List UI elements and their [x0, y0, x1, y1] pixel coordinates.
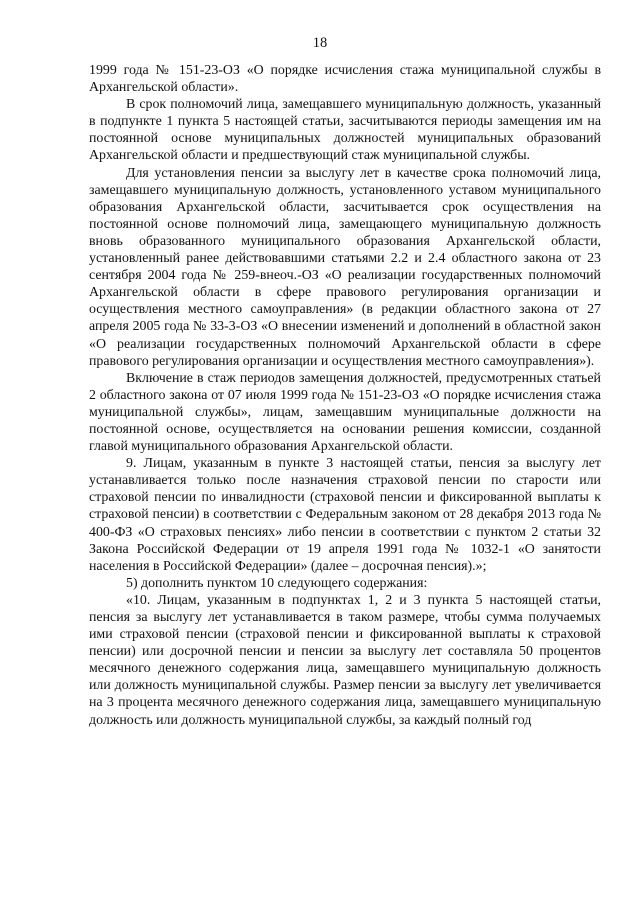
document-body [89, 62, 601, 729]
paragraph-service-term: В срок полномочий лица, замещавшего муниципальную должность, указанный в подпункте 1 пункта 5 настоящей статьи, засчитываются периоды замещения им на постоянной основе муниципальных должностей муниципальных образований Архангельской области и предшествующий стаж муниципальной службы. [89, 97, 601, 164]
paragraph-continuation: 1999 года № 151-23-ОЗ «О порядке исчисления стажа муниципальной службы в Архангельской области». [89, 63, 601, 96]
paragraph-item-9: 9. Лицам, указанным в пункте 3 настоящей статьи, пенсия за выслугу лет устанавливается только после назначения страховой пенсии по старости или страховой пенсии по инвалидности (страховой пенсии и фиксированной выплаты к страховой пенсии) в соответствии с Федеральным законом от 28 декабря 2013 года № 400-ФЗ «О страховых пенсиях» либо пенсии в соответствии с пунктом 2 статьи 32 Закона Российской Федерации от 19 апреля 1991 года № 1032-1 «О занятости населения в Российской Федерации» (далее – досрочная пенсия).»; [89, 456, 601, 574]
paragraph-pension-term: Для установления пенсии за выслугу лет в качестве срока полномочий лица, замещавшего муниципальную должность, установленного уставом муниципального образования Архангельской области, засчитывается срок осуществления на постоянной основе полномочий лица, замещающего муниципальную должность вновь образованного муниципального образования Архангельской области, установленный ранее действовавшими статьями 2.2 и 2.4 областного закона от 23 сентября 2004 года № 259-внеоч.-ОЗ «О реализации государственных полномочий Архангельской области в сфере правового регулирования организации и осуществления местного самоуправления» (в редакции областного закона от 27 апреля 2005 года № 33-3-ОЗ «О внесении изменений и дополнений в областной закон «О реализации государственных полномочий Архангельской области в сфере правового регулирования организации и осуществления местного самоуправления»). [89, 165, 601, 369]
paragraph-inclusion: Включение в стаж периодов замещения должностей, предусмотренных статьей 2 областного закона от 07 июля 1999 года № 151-23-ОЗ «О порядке исчисления стажа муниципальной службы», лицам, замещавшим муниципальные должности на постоянной основе, осуществляется на основании решения комиссии, созданной главой муниципального образования Архангельской области. [89, 370, 601, 455]
page-number: 18 [312, 35, 328, 51]
paragraph-item-10: «10. Лицам, указанным в подпунктах 1, 2 и 3 пункта 5 настоящей статьи, пенсия за выслугу лет устанавливается в таком размере, чтобы сумма получаемых ими страховой пенсии (страховой пенсии и фиксированной выплаты к страховой пенсии) или досрочной пенсии и пенсии за выслугу лет составляла 50 процентов месячного денежного содержания лица, замещавшего муниципальную должность или должность муниципальной службы. Размер пенсии за выслугу лет увеличивается на 3 процента месячного денежного содержания лица, замещавшего муниципальную должность или должность муниципальной службы, за каждый полный год [89, 592, 601, 728]
paragraph-amendment-5: 5) дополнить пунктом 10 следующего содержания: [126, 575, 428, 591]
